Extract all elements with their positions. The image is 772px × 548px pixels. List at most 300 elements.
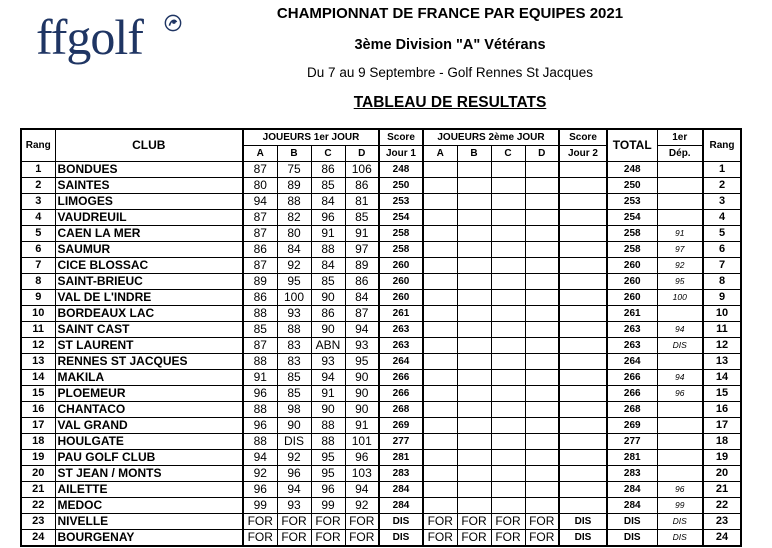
j2-b-cell [457,354,491,370]
j1-c-cell: 88 [311,242,345,258]
j2-b-cell [457,498,491,514]
j1-b-cell: 88 [277,322,311,338]
score-jour1-cell: 253 [379,194,423,210]
club-cell: VAUDREUIL [55,210,243,226]
club-cell: BOURGENAY [55,530,243,547]
total-cell: 264 [607,354,657,370]
dep-cell: 96 [657,386,703,402]
j2-a-cell [423,354,457,370]
j2-a-cell [423,194,457,210]
j2-b-cell [457,258,491,274]
j1-c-cell: 90 [311,322,345,338]
j1-d-cell: 95 [345,354,379,370]
dep-cell [657,418,703,434]
header-joueurs-jour2: JOUEURS 2ème JOUR [423,129,559,146]
j1-d-cell: 96 [345,450,379,466]
total-cell: 268 [607,402,657,418]
score-jour2-cell [559,466,607,482]
j1-a-cell: FOR [243,514,277,530]
j2-a-cell: FOR [423,530,457,547]
j1-b-cell: 83 [277,354,311,370]
j2-c-cell [491,402,525,418]
dep-cell: 97 [657,242,703,258]
j1-d-cell: FOR [345,530,379,547]
score-jour1-cell: 284 [379,482,423,498]
j2-c-cell [491,354,525,370]
rang-cell: 4 [21,210,55,226]
j1-b-cell: 85 [277,386,311,402]
j1-d-cell: 91 [345,418,379,434]
j2-b-cell [457,450,491,466]
score-jour1-cell: DIS [379,530,423,547]
club-cell: ST LAURENT [55,338,243,354]
j1-a-cell: 96 [243,386,277,402]
dep-cell [657,210,703,226]
rang-right-cell: 23 [703,514,741,530]
j1-b-cell: 92 [277,258,311,274]
dep-cell [657,434,703,450]
j1-b-cell: 89 [277,178,311,194]
j1-c-cell: 93 [311,354,345,370]
dep-cell: 92 [657,258,703,274]
j1-b-cell: 92 [277,450,311,466]
j1-a-cell: 92 [243,466,277,482]
j2-c-cell [491,450,525,466]
j2-c-cell [491,482,525,498]
total-cell: 284 [607,498,657,514]
score-jour2-cell: DIS [559,514,607,530]
j2-b-cell [457,242,491,258]
j1-d-cell: 97 [345,242,379,258]
j2-d-cell [525,482,559,498]
club-cell: MEDOC [55,498,243,514]
j1-b-cell: 94 [277,482,311,498]
page-title: CHAMPIONNAT DE FRANCE PAR EQUIPES 2021 [276,5,624,22]
score-jour1-cell: 284 [379,498,423,514]
logo-text: ffgolf [36,9,143,65]
j1-b-cell: DIS [277,434,311,450]
rang-cell: 19 [21,450,55,466]
score-jour1-cell: 260 [379,290,423,306]
j2-a-cell [423,338,457,354]
rang-cell: 18 [21,434,55,450]
ffgolf-logo [36,9,143,65]
score-jour1-cell: DIS [379,514,423,530]
j2-c-cell [491,370,525,386]
j1-d-cell: 106 [345,162,379,178]
j2-c-cell: FOR [491,530,525,547]
j2-d-cell [525,466,559,482]
j1-a-cell: 88 [243,402,277,418]
rang-cell: 11 [21,322,55,338]
rang-right-cell: 22 [703,498,741,514]
dep-cell [657,306,703,322]
j2-a-cell [423,226,457,242]
dep-cell: 91 [657,226,703,242]
rang-right-cell: 6 [703,242,741,258]
dep-cell [657,178,703,194]
club-cell: SAINTES [55,178,243,194]
j2-b-cell [457,418,491,434]
table-row [21,418,741,434]
j2-d-cell [525,194,559,210]
j1-d-cell: 90 [345,370,379,386]
j2-d-cell: FOR [525,514,559,530]
j2-c-cell [491,306,525,322]
score-jour2-cell [559,242,607,258]
table-row [21,194,741,210]
rang-cell: 16 [21,402,55,418]
j2-c-cell [491,434,525,450]
score-jour2-cell [559,226,607,242]
j1-d-cell: 94 [345,482,379,498]
j2-d-cell [525,370,559,386]
j2-d-cell [525,226,559,242]
j2-b-cell [457,162,491,178]
rang-cell: 15 [21,386,55,402]
j2-a-cell [423,178,457,194]
j1-d-cell: 101 [345,434,379,450]
division-subtitle: 3ème Division "A" Vétérans [354,37,546,53]
j1-b-cell: 93 [277,306,311,322]
dep-cell: 96 [657,482,703,498]
j1-d-cell: 89 [345,258,379,274]
j1-a-cell: 87 [243,210,277,226]
rang-cell: 1 [21,162,55,178]
j1-a-cell: 99 [243,498,277,514]
j1-d-cell: 85 [345,210,379,226]
score-jour2-cell [559,194,607,210]
j1-b-cell: 82 [277,210,311,226]
total-cell: 284 [607,482,657,498]
rang-right-cell: 20 [703,466,741,482]
dep-cell [657,354,703,370]
j1-b-cell: 88 [277,194,311,210]
j2-c-cell [491,178,525,194]
rang-cell: 2 [21,178,55,194]
rang-right-cell: 3 [703,194,741,210]
score-jour2-cell [559,210,607,226]
score-jour1-cell: 266 [379,386,423,402]
score-jour2-cell: DIS [559,530,607,547]
j1-d-cell: 86 [345,178,379,194]
j1-a-cell: 80 [243,178,277,194]
j2-d-cell [525,402,559,418]
rang-cell: 12 [21,338,55,354]
score-jour1-cell: 269 [379,418,423,434]
j1-c-cell: 86 [311,162,345,178]
j2-d-cell [525,450,559,466]
dep-cell: 94 [657,322,703,338]
score-jour1-cell: 254 [379,210,423,226]
score-jour2-cell [559,178,607,194]
j1-a-cell: 88 [243,306,277,322]
j2-c-cell: FOR [491,514,525,530]
j1-a-cell: 94 [243,450,277,466]
table-row [21,290,741,306]
total-cell: DIS [607,530,657,547]
results-table [20,128,742,547]
j2-a-cell [423,482,457,498]
score-jour1-cell: 268 [379,402,423,418]
rang-right-cell: 24 [703,530,741,547]
j2-a-cell [423,386,457,402]
score-jour2-cell [559,338,607,354]
j1-a-cell: FOR [243,530,277,547]
total-cell: 250 [607,178,657,194]
j2-c-cell [491,274,525,290]
dates-location: Du 7 au 9 Septembre - Golf Rennes St Jacques [307,65,593,80]
score-jour2-cell [559,370,607,386]
total-cell: 263 [607,322,657,338]
j1-c-cell: 86 [311,306,345,322]
header-player-a: A [243,146,277,162]
j2-a-cell [423,242,457,258]
score-jour2-cell [559,482,607,498]
j1-c-cell: FOR [311,514,345,530]
rang-right-cell: 15 [703,386,741,402]
club-cell: CHANTACO [55,402,243,418]
j2-a-cell [423,402,457,418]
club-cell: PAU GOLF CLUB [55,450,243,466]
j1-b-cell: 98 [277,402,311,418]
j2-d-cell [525,306,559,322]
j2-c-cell [491,322,525,338]
rang-cell: 7 [21,258,55,274]
j1-c-cell: 90 [311,290,345,306]
club-cell: HOULGATE [55,434,243,450]
dep-cell [657,450,703,466]
j1-b-cell: 90 [277,418,311,434]
j1-c-cell: 99 [311,498,345,514]
club-cell: AILETTE [55,482,243,498]
j1-c-cell: 94 [311,370,345,386]
j1-d-cell: 93 [345,338,379,354]
j2-c-cell [491,194,525,210]
header-player-b2: B [457,146,491,162]
j1-b-cell: FOR [277,514,311,530]
score-jour1-cell: 277 [379,434,423,450]
table-row [21,274,741,290]
j1-a-cell: 96 [243,418,277,434]
total-cell: 248 [607,162,657,178]
j1-d-cell: FOR [345,514,379,530]
j2-a-cell [423,306,457,322]
j2-b-cell [457,338,491,354]
j1-c-cell: 90 [311,402,345,418]
j1-c-cell: 88 [311,434,345,450]
rang-right-cell: 14 [703,370,741,386]
j1-b-cell: 84 [277,242,311,258]
club-cell: NIVELLE [55,514,243,530]
rang-cell: 10 [21,306,55,322]
club-cell: BONDUES [55,162,243,178]
score-jour2-cell [559,162,607,178]
score-jour1-cell: 258 [379,226,423,242]
rang-right-cell: 8 [703,274,741,290]
j2-c-cell [491,226,525,242]
j2-c-cell [491,466,525,482]
j1-d-cell: 92 [345,498,379,514]
j1-c-cell: 96 [311,210,345,226]
score-jour1-cell: 263 [379,338,423,354]
total-cell: 260 [607,258,657,274]
dep-cell: 100 [657,290,703,306]
dep-cell: 95 [657,274,703,290]
total-cell: 269 [607,418,657,434]
rang-right-cell: 11 [703,322,741,338]
j1-c-cell: 96 [311,482,345,498]
rang-cell: 23 [21,514,55,530]
j1-d-cell: 90 [345,402,379,418]
j2-c-cell [491,210,525,226]
j2-c-cell [491,418,525,434]
j2-a-cell [423,290,457,306]
table-row [21,178,741,194]
j2-c-cell [491,290,525,306]
rang-right-cell: 19 [703,450,741,466]
j2-d-cell [525,162,559,178]
j2-b-cell [457,210,491,226]
rang-cell: 13 [21,354,55,370]
rang-right-cell: 21 [703,482,741,498]
j1-a-cell: 88 [243,354,277,370]
score-jour1-cell: 283 [379,466,423,482]
j1-c-cell: 84 [311,258,345,274]
rang-right-cell: 9 [703,290,741,306]
j1-a-cell: 87 [243,258,277,274]
j1-b-cell: 80 [277,226,311,242]
table-row [21,434,741,450]
j1-d-cell: 91 [345,226,379,242]
j2-a-cell [423,210,457,226]
j1-d-cell: 103 [345,466,379,482]
header-player-a2: A [423,146,457,162]
table-row [21,370,741,386]
rang-cell: 17 [21,418,55,434]
table-row [21,482,741,498]
j2-b-cell [457,274,491,290]
j1-c-cell: 84 [311,194,345,210]
j2-a-cell [423,498,457,514]
total-cell: 281 [607,450,657,466]
table-row [21,338,741,354]
j2-b-cell [457,386,491,402]
table-row [21,162,741,178]
rang-right-cell: 4 [703,210,741,226]
header-player-c2: C [491,146,525,162]
j2-b-cell [457,466,491,482]
rang-right-cell: 10 [703,306,741,322]
score-jour2-cell [559,306,607,322]
score-jour2-cell [559,418,607,434]
j1-c-cell: 95 [311,466,345,482]
j2-b-cell: FOR [457,530,491,547]
rang-right-cell: 13 [703,354,741,370]
j2-a-cell [423,258,457,274]
table-row [21,402,741,418]
j2-c-cell [491,386,525,402]
club-cell: VAL DE L'INDRE [55,290,243,306]
club-cell: CICE BLOSSAC [55,258,243,274]
j2-d-cell [525,274,559,290]
j1-c-cell: 85 [311,178,345,194]
j1-a-cell: 87 [243,162,277,178]
dep-cell [657,194,703,210]
rang-cell: 24 [21,530,55,547]
total-cell: 261 [607,306,657,322]
total-cell: 260 [607,290,657,306]
score-jour1-cell: 248 [379,162,423,178]
table-row [21,514,741,530]
j1-b-cell: 85 [277,370,311,386]
total-cell: 260 [607,274,657,290]
rang-cell: 9 [21,290,55,306]
club-cell: BORDEAUX LAC [55,306,243,322]
total-cell: 258 [607,242,657,258]
table-row [21,386,741,402]
j1-b-cell: 83 [277,338,311,354]
j2-a-cell [423,418,457,434]
score-jour2-cell [559,258,607,274]
rang-cell: 5 [21,226,55,242]
dep-cell [657,402,703,418]
j1-a-cell: 85 [243,322,277,338]
j1-c-cell: 95 [311,450,345,466]
j1-b-cell: 93 [277,498,311,514]
rang-cell: 8 [21,274,55,290]
j1-c-cell: 85 [311,274,345,290]
score-jour1-cell: 260 [379,258,423,274]
rang-right-cell: 16 [703,402,741,418]
j1-c-cell: ABN [311,338,345,354]
j2-a-cell [423,466,457,482]
rang-right-cell: 17 [703,418,741,434]
j2-b-cell [457,482,491,498]
score-jour1-cell: 264 [379,354,423,370]
rang-cell: 3 [21,194,55,210]
rang-cell: 14 [21,370,55,386]
total-cell: 254 [607,210,657,226]
j1-a-cell: 86 [243,242,277,258]
table-row [21,466,741,482]
header-dep-a: 1er [657,129,703,146]
total-cell: 263 [607,338,657,354]
club-cell: VAL GRAND [55,418,243,434]
j2-a-cell [423,370,457,386]
dep-cell [657,162,703,178]
score-jour2-cell [559,434,607,450]
j2-d-cell: FOR [525,530,559,547]
club-cell: PLOEMEUR [55,386,243,402]
dep-cell: 99 [657,498,703,514]
total-cell: DIS [607,514,657,530]
club-cell: LIMOGES [55,194,243,210]
score-jour1-cell: 281 [379,450,423,466]
j2-b-cell [457,306,491,322]
j1-a-cell: 87 [243,338,277,354]
score-jour1-cell: 266 [379,370,423,386]
score-jour1-cell: 250 [379,178,423,194]
j1-c-cell: FOR [311,530,345,547]
j2-a-cell [423,322,457,338]
header-player-d2: D [525,146,559,162]
score-jour2-cell [559,322,607,338]
dep-cell: DIS [657,530,703,547]
total-cell: 283 [607,466,657,482]
j2-b-cell [457,226,491,242]
j2-c-cell [491,338,525,354]
